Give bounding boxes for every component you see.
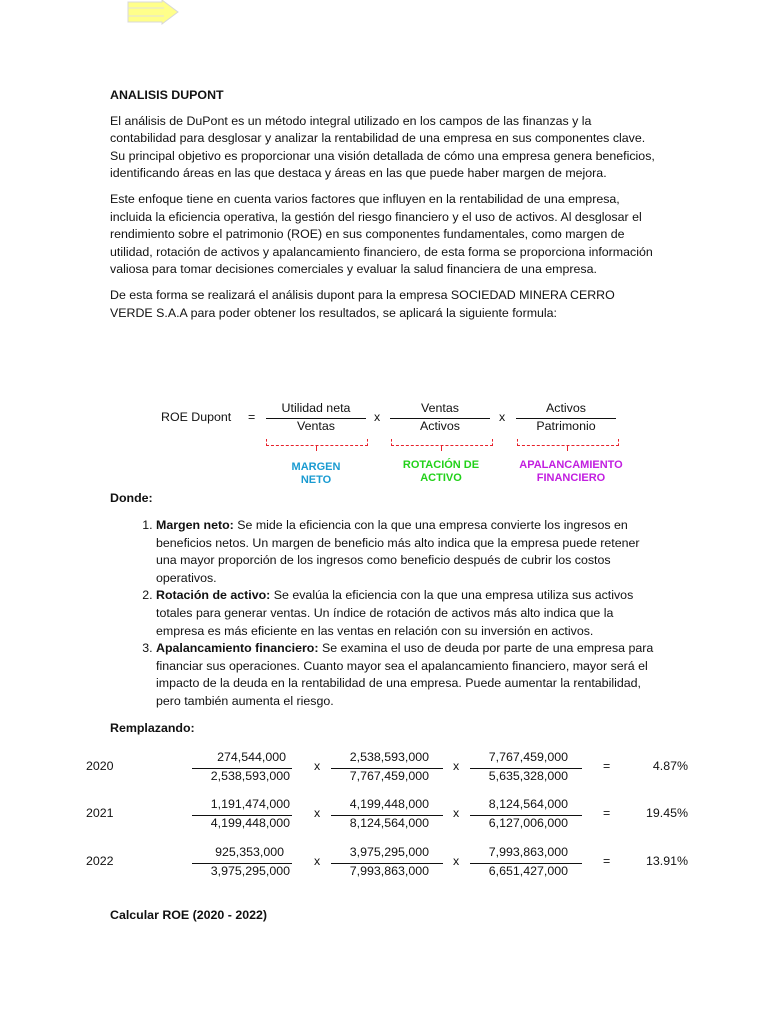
- row-equals: =: [603, 759, 611, 773]
- row-year: 2020: [86, 759, 114, 773]
- formula-f2-denominator: Activos: [420, 419, 460, 433]
- row-apalancamiento-denominator: 6,127,006,000: [488, 816, 568, 830]
- bracket-apalancamiento-tick: [567, 445, 568, 451]
- formula-f1-numerator: Utilidad neta: [281, 401, 351, 415]
- list-item: [156, 587, 658, 640]
- calc-row-2021: [0, 797, 768, 837]
- row-times: x: [314, 806, 321, 820]
- definition-rotacion-activo: Se evalúa la eficiencia con la que una empresa utiliza sus activos totales para generar ventas. Un índice de rotación de activos más alto indica que la empresa es más eficiente en las ventas en relación con su inversión en activos.: [156, 588, 634, 638]
- formula-times-1: x: [374, 410, 381, 424]
- row-times: x: [453, 806, 460, 820]
- dupont-formula: [150, 398, 650, 493]
- row-rotacion-denominator: 7,767,459,000: [349, 769, 429, 783]
- row-times: x: [314, 854, 321, 868]
- row-rotacion-numerator: 2,538,593,000: [349, 750, 429, 764]
- intro-section: [110, 87, 658, 330]
- formula-f3-denominator: Patrimonio: [536, 419, 596, 433]
- row-rotacion-denominator: 7,993,863,000: [349, 864, 429, 878]
- row-margen-denominator: 2,538,593,000: [210, 769, 290, 783]
- row-margen-denominator: 3,975,295,000: [210, 864, 290, 878]
- formula-f1-denominator: Ventas: [297, 419, 335, 433]
- row-margen-numerator: 925,353,000: [215, 845, 284, 859]
- label-rotacion-activo: ROTACIÓN DE ACTIVO: [402, 459, 480, 484]
- row-rotacion-numerator: 4,199,448,000: [349, 797, 429, 811]
- row-margen-numerator: 1,191,474,000: [210, 797, 290, 811]
- remplazando-heading: Remplazando:: [110, 721, 195, 735]
- row-apalancamiento-denominator: 5,635,328,000: [488, 769, 568, 783]
- row-result: 13.91%: [645, 854, 688, 868]
- list-item: [156, 517, 658, 587]
- definitions-list: [110, 517, 658, 711]
- formula-times-2: x: [499, 410, 506, 424]
- term-margen-neto: Margen neto:: [156, 518, 234, 532]
- page-title: ANALISIS DUPONT: [110, 88, 224, 102]
- formula-f3-numerator: Activos: [546, 401, 586, 415]
- row-times: x: [314, 759, 321, 773]
- term-apalancamiento: Apalancamiento financiero:: [156, 641, 319, 656]
- row-times: x: [453, 759, 460, 773]
- row-rotacion-numerator: 3,975,295,000: [349, 845, 429, 859]
- term-rotacion-activo: Rotación de activo:: [156, 588, 271, 603]
- definition-margen-neto: Se mide la eficiencia con la que una empresa convierte los ingresos en beneficios netos. Un margen de beneficio más alto indica que la empresa puede retener una mayor proporción de los ingresos como beneficio después de cubrir los costos operativos.: [156, 518, 640, 585]
- row-times: x: [453, 854, 460, 868]
- label-apalancamiento-financiero: APALANCAMIENTO FINANCIERO: [519, 459, 623, 484]
- bracket-rotacion: [391, 439, 493, 446]
- row-apalancamiento-denominator: 6,651,427,000: [488, 864, 568, 878]
- paragraph-1: El análisis de DuPont es un método integral utilizado en los campos de las finanzas y la contabilidad para desglosar y analizar la rentabilidad de una empresa en sus componentes clave. Su principal objetivo es proporcionar una visión detallada de cómo una empresa genera beneficios, identificando áreas en las que destaca y áreas en las que puede haber margen de mejora.: [110, 113, 655, 181]
- row-equals: =: [603, 806, 611, 820]
- donde-heading: Donde:: [110, 491, 153, 505]
- bracket-apalancamiento: [517, 439, 619, 446]
- row-margen-numerator: 274,544,000: [217, 750, 286, 764]
- calc-roe-heading: Calcular ROE (2020 - 2022): [110, 908, 268, 922]
- row-rotacion-denominator: 8,124,564,000: [349, 816, 429, 830]
- row-apalancamiento-numerator: 7,767,459,000: [488, 750, 568, 764]
- row-year: 2021: [86, 806, 114, 820]
- row-result: 19.45%: [645, 806, 688, 820]
- label-margen-neto: MARGEN NETO: [291, 461, 341, 486]
- paragraph-3: De esta forma se realizará el análisis dupont para la empresa SOCIEDAD MINERA CERRO VERDE S.A.A para poder obtener los resultados, se aplicará la siguiente formula:: [110, 287, 615, 320]
- paragraph-2: Este enfoque tiene en cuenta varios factores que influyen en la rentabilidad de una empresa, incluida la eficiencia operativa, la gestión del riesgo financiero y el uso de activos. Al desglosar el rendimiento sobre el patrimonio (ROE) en sus componentes fundamentales, como margen de utilidad, rotación de activos y apalancamiento financiero, de esta forma se proporciona información valiosa para tomar decisiones comerciales y evaluar la salud financiera de una empresa.: [110, 191, 653, 277]
- row-result: 4.87%: [652, 759, 688, 773]
- calc-row-2020: [0, 750, 768, 790]
- calc-row-2022: [0, 845, 768, 885]
- row-apalancamiento-numerator: 7,993,863,000: [488, 845, 568, 859]
- row-equals: =: [603, 854, 611, 868]
- row-margen-denominator: 4,199,448,000: [210, 816, 290, 830]
- list-item: [156, 640, 658, 710]
- formula-lhs: ROE Dupont: [161, 410, 232, 424]
- bracket-margen: [266, 439, 368, 446]
- definition-apalancamiento: Se examina el uso de deuda por parte de una empresa para financiar sus operaciones. Cuanto mayor sea el apalancamiento financiero, mayor será el impacto de la deuda en la rentabilidad de una empresa. Puede aumentar la rentabilidad, pero también aumenta el riesgo.: [156, 641, 654, 708]
- bracket-rotacion-tick: [441, 445, 442, 451]
- bracket-margen-tick: [316, 445, 317, 451]
- row-year: 2022: [86, 854, 114, 868]
- formula-equals: =: [248, 410, 256, 424]
- row-apalancamiento-numerator: 8,124,564,000: [488, 797, 568, 811]
- formula-f2-numerator: Ventas: [421, 401, 459, 415]
- arrow-icon: [126, 0, 180, 26]
